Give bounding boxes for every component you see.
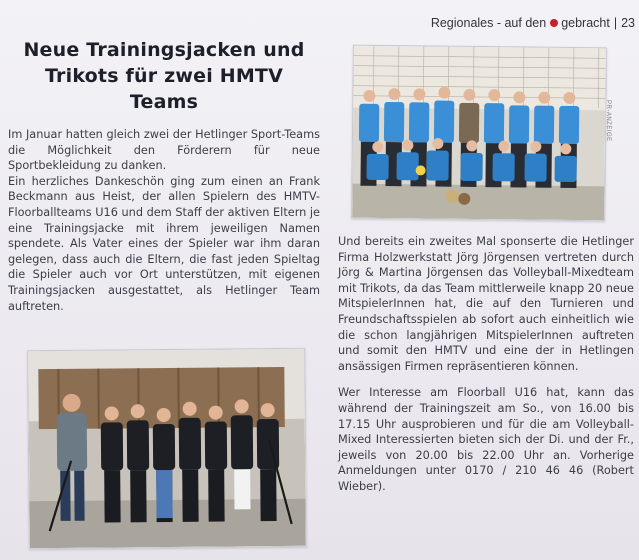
- title-line: Neue Trainingsjacken und: [23, 39, 305, 61]
- paragraph: Und bereits ein zweites Mal sponserte die Hetlinger Firma Holzwerkstatt Jörg Jörgensen vertreten durch Jörg & Martina Jörgensen das Volleyball-Mixedteam mit Trikots, da das Team mittlerweile knapp 20 neue MitspielerInnen hat, die auf den Turnieren und Freundschaftsspielen ab sofort auch einheitlich wie die schon langjährigen MitspielerInnen auftreten und somit den HMTV und eine der in Hetlingen ansässigen Firmen repräsentieren können.: [338, 235, 634, 373]
- paragraph: Im Januar hatten gleich zwei der Hetlinger Sport-Teams die Möglichkeit den Förderern für neue Sportbekleidung zu danken.: [8, 128, 320, 173]
- red-dot-icon: [550, 19, 558, 27]
- header-separator: |: [613, 16, 618, 30]
- side-label: PR-ANZEIGE: [605, 100, 611, 142]
- title-line: Teams: [129, 91, 199, 113]
- article-title: [14, 37, 314, 115]
- page-header: [431, 16, 635, 30]
- volleyball-team-photo: [351, 45, 607, 222]
- floorball-team-image: [28, 349, 306, 548]
- section-label-end: gebracht: [561, 16, 610, 30]
- title-line: Trikots für zwei HMTV: [44, 65, 284, 87]
- paragraph: Ein herzliches Dankeschön ging zum einen an Frank Beckmann aus Heist, der allen Spielern des HMTV-Floorballteams U16 und dem Staff der aktiven Eltern je eine Trainingsjacke mit ihrem jeweiligen Namen spendete. Als Vater eines der Spieler war ihm daran gelegen, dass auch die Eltern, die fast jeden Spieltag die Spieler auch vor Ort unterstützen, mit eigenen Trainingsjacken ausgestattet, als Hetlinger Team auftreten.: [8, 174, 320, 313]
- floorball-team-photo: [27, 348, 307, 549]
- page-number: 23: [621, 16, 635, 30]
- article-right-column: [338, 234, 634, 506]
- paragraph: Wer Interesse am Floorball U16 hat, kann das während der Trainingszeit am So., von 16.00 bis 17.15 Uhr ausprobieren und für die am Volleyball-Mixed Interessierten bieten sich der Di. und der Fr., jeweils von 20.00 bis 22.00 Uhr an. Vorherige Anmeldungen unter 0170 / 210 46 46 (Robert Wieber).: [338, 386, 634, 493]
- article-left-column: [8, 127, 320, 314]
- section-label: Regionales - auf den: [430, 16, 547, 30]
- volleyball-team-image: [352, 46, 606, 221]
